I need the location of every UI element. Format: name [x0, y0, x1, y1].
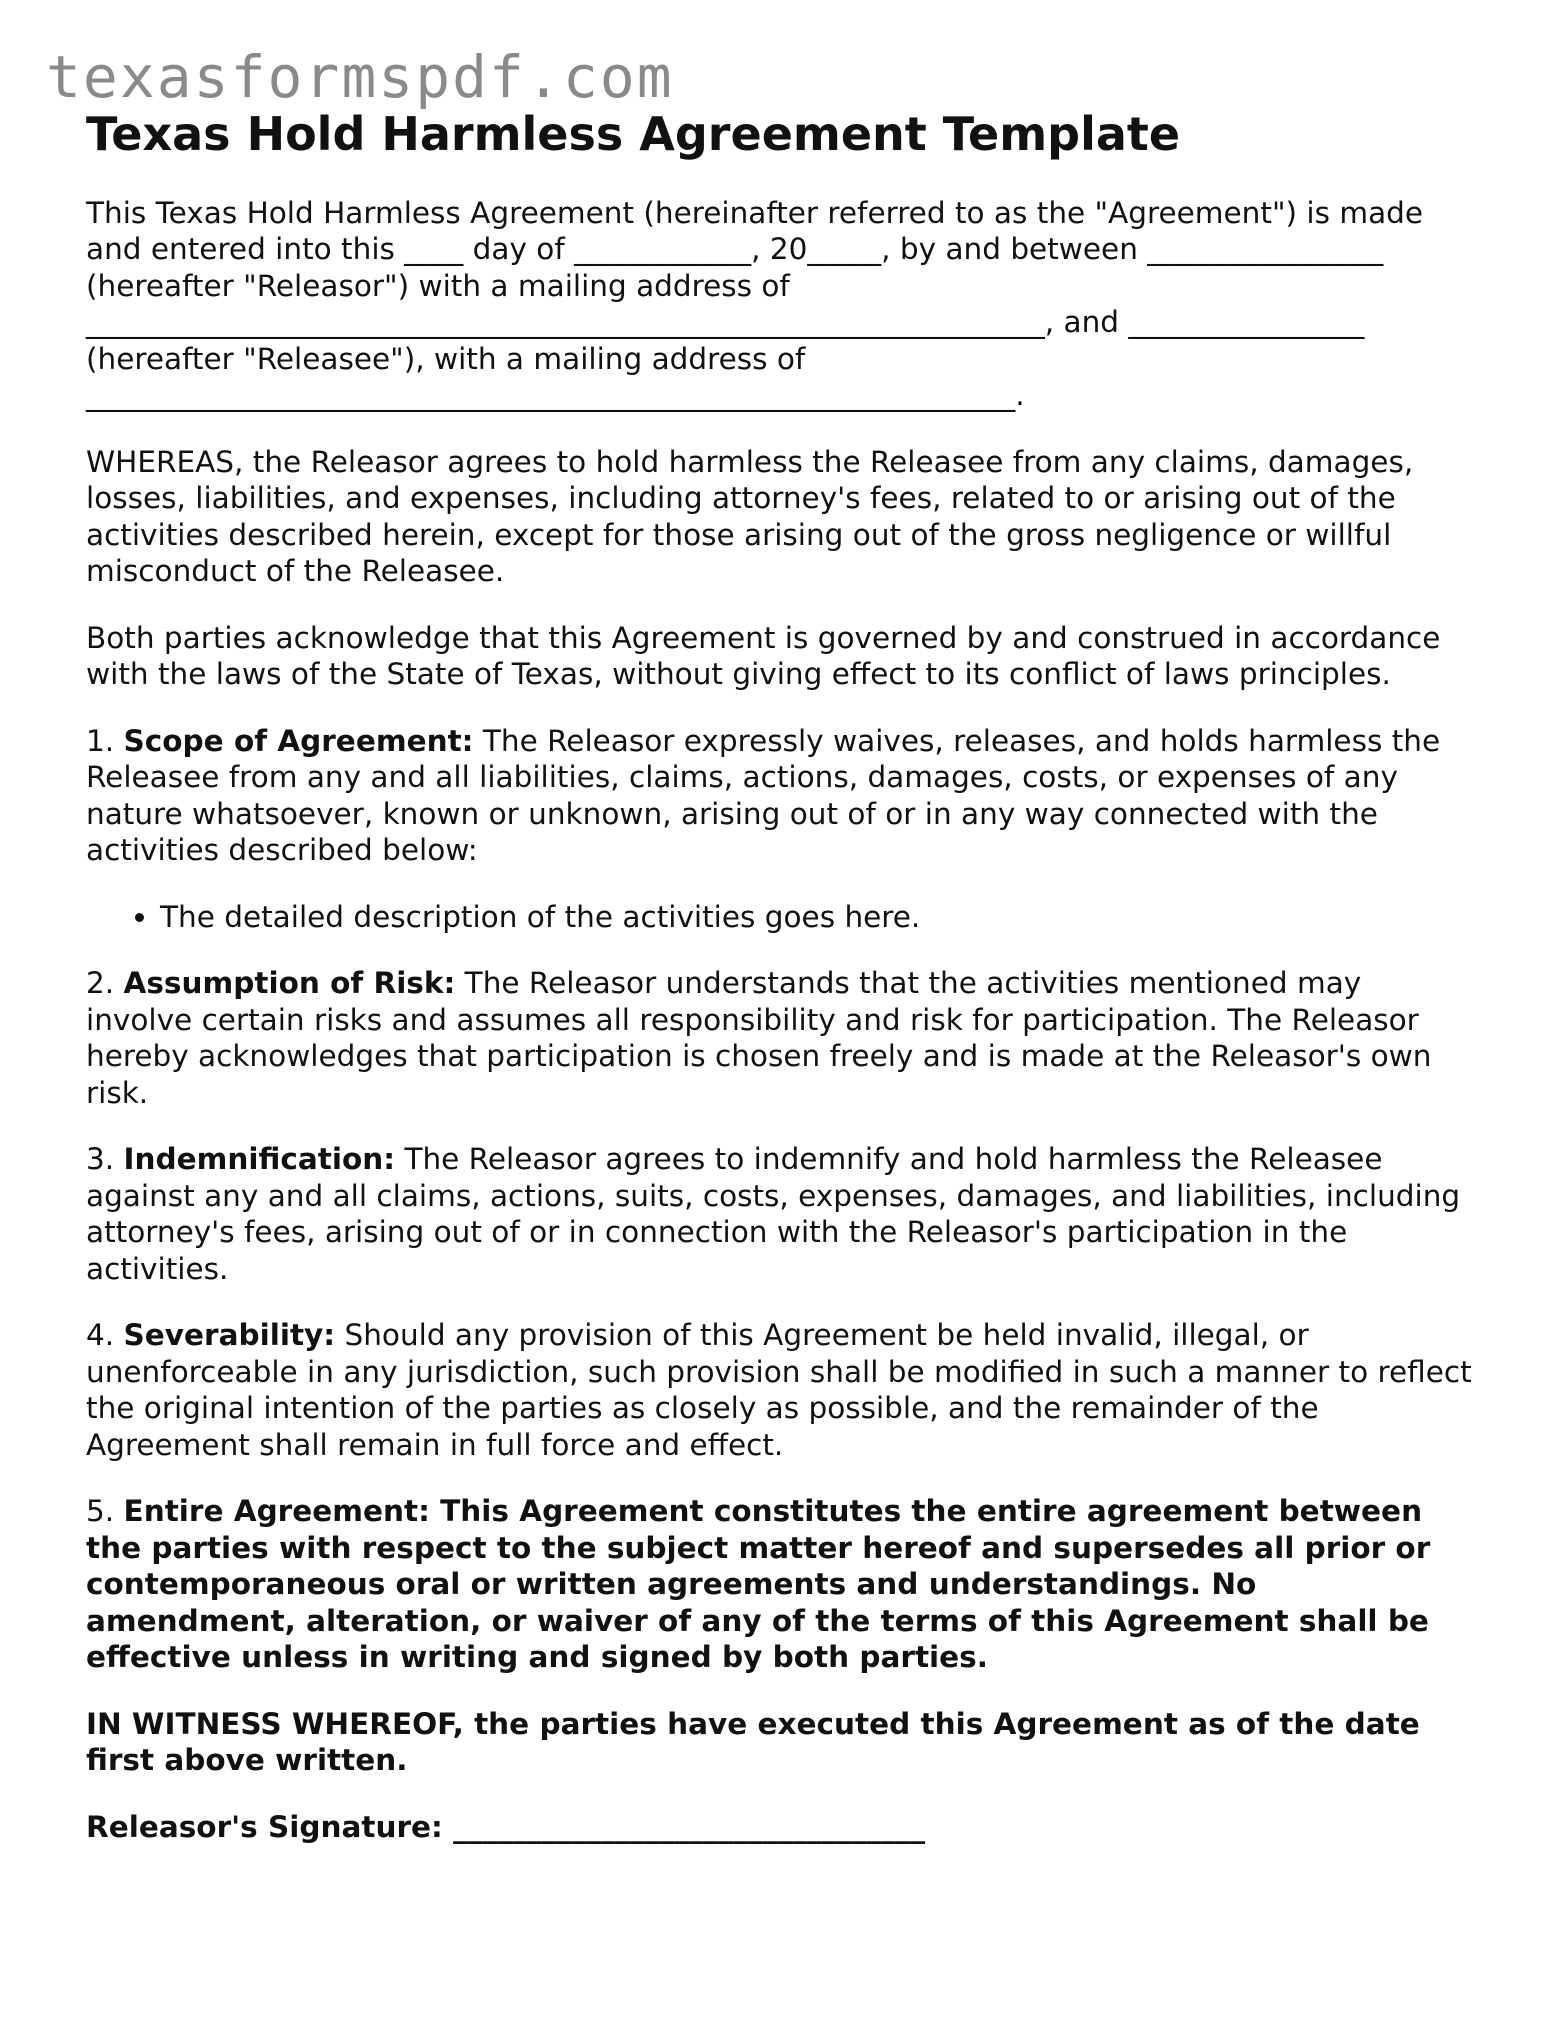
- releasor-signature-line: Releasor's Signature: ________________________________: [86, 1809, 926, 1844]
- section-text: The Releasor expressly waives, releases, and holds harmless the Releasee from any and all liabilities, claims, actions, damages, costs, or expenses of any nature whatsoever, known or unknown, arising out of or in any way connected with the activities described below:: [86, 723, 1441, 868]
- section-text: Should any provision of this Agreement be held invalid, illegal, or unenforceable in any jurisdiction, such provision shall be modified in such a manner to reflect the original intention of the parties as closely as possible, and the remainder of the Agreement shall remain in full force and effect.: [86, 1318, 1472, 1462]
- section-severability: [86, 1317, 1476, 1463]
- section-text: The Releasor understands that the activities mentioned may involve certain risks and assumes all responsibility and risk for participation. The Releasor hereby acknowledges that participation is chosen freely and is made at the Releasor's own risk.: [86, 966, 1432, 1110]
- section-assumption-of-risk: [86, 965, 1476, 1111]
- activities-list: [86, 899, 1476, 936]
- section-scope: [86, 723, 1476, 869]
- section-heading: Severability:: [123, 1318, 336, 1353]
- section-heading: Entire Agreement: This Agreement constitutes the entire agreement between the parties with respect to the subject matter hereof and supersedes all prior or contemporaneous oral or written agreements and understandings. No amendment, alteration, or waiver of any of the terms of this Agreement shall be effective unless in writing and signed by both parties.: [86, 1494, 1431, 1675]
- section-number: 3.: [86, 1142, 115, 1177]
- section-number: 2.: [86, 966, 115, 1001]
- whereas-paragraph: WHEREAS, the Releasor agrees to hold harmless the Releasee from any claims, damages, losses, liabilities, and expenses, including attorney's fees, related to or arising out of the activities described herein, except for those arising out of the gross negligence or willful misconduct of the Releasee.: [86, 444, 1414, 589]
- section-indemnification: [86, 1141, 1476, 1287]
- section-text: The Releasor agrees to indemnify and hold harmless the Releasee against any and all claims, actions, suits, costs, expenses, damages, and liabilities, including attorney's fees, arising out of or in connection with the Releasor's participation in the activities.: [86, 1142, 1461, 1286]
- section-heading: Indemnification:: [123, 1142, 396, 1177]
- section-heading: Assumption of Risk:: [123, 966, 456, 1001]
- watermark: texasformspdf.com: [46, 43, 674, 111]
- governing-law-paragraph: Both parties acknowledge that this Agreement is governed by and construed in accordance with the laws of the State of Texas, without giving effect to its conflict of laws principles.: [86, 620, 1441, 692]
- section-number: 1.: [86, 723, 115, 758]
- section-heading: Scope of Agreement:: [123, 723, 474, 758]
- document-title: Texas Hold Harmless Agreement Template: [86, 107, 1181, 161]
- section-number: 5.: [86, 1494, 115, 1529]
- witness-paragraph: IN WITNESS WHEREOF, the parties have executed this Agreement as of the date first above written.: [86, 1706, 1420, 1778]
- section-number: 4.: [86, 1318, 115, 1353]
- list-item: • The detailed description of the activities goes here.: [160, 899, 1476, 936]
- intro-paragraph: This Texas Hold Harmless Agreement (hereinafter referred to as the "Agreement") is made and entered into this ____ day of ____________, 20_____, by and between ________________ (hereafter "Releasor") with a mailing address of _________________________________________________________________, and ________________ (hereafter "Releasee"), with a mailing address of _______________________________________________________________.: [86, 195, 1424, 413]
- document-page: [86, 108, 1476, 1875]
- section-entire-agreement: [86, 1493, 1476, 1676]
